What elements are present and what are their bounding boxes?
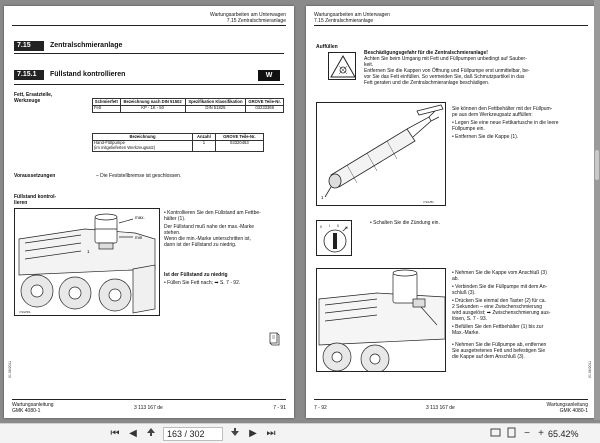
pump-step-line: Füllpumpe ein. — [452, 126, 485, 132]
tool-table-header: GROVE Teile-Nr. — [215, 134, 263, 141]
fill-step-line: Sie ausgetretenes Fett und befestigen Sie — [452, 348, 546, 354]
fit-page-icon[interactable] — [504, 427, 518, 441]
footer-rule — [314, 399, 588, 400]
subsection-title: Füllstand kontrollieren — [50, 71, 126, 78]
footer-line1: Wartungsanleitung — [12, 402, 54, 408]
key-position: I — [329, 224, 330, 228]
pump-step-line: pe aus dem Werkzeugsatz auffüllen: — [452, 112, 533, 118]
prereq-label: Voraussetzungen — [14, 173, 56, 179]
side-label-tools-2: Werkzeuge — [14, 98, 41, 104]
footer-doc-number: 3 113 167 de — [134, 405, 163, 411]
vertical-code: 01.06/2011 — [8, 360, 12, 378]
check-label: Füllstand kontrol- — [14, 194, 57, 200]
fill-step-line: Max.-Marke. — [452, 330, 480, 336]
key-position: III — [345, 226, 348, 230]
page-header-line2: 7.15 Zentralschmieranlage — [226, 18, 286, 24]
header-rule — [12, 25, 286, 26]
grease-table-header: GROVE Teile-Nr. — [246, 99, 284, 106]
low-level-step[interactable]: • Füllen Sie Fett nach; ➡ S. 7 - 92. — [164, 280, 241, 286]
footer-line1: Wartungsanleitung — [546, 402, 588, 408]
step-line: Wenn die min.-Marke unterschritten ist, — [164, 236, 251, 242]
section-title: Zentralschmieranlage — [50, 42, 123, 49]
warning-grease-icon — [328, 52, 356, 80]
tool-table-header: Bezeichnung — [93, 134, 193, 141]
last-page-button[interactable]: ⏭ — [266, 428, 276, 439]
arrow-down-icon[interactable] — [228, 427, 242, 441]
warning-line: vor Sie das Fett einfüllen. So vermeiden Sie, daß Schmutzpartikel in das — [364, 74, 525, 80]
pump-callout: 1 — [321, 195, 324, 200]
prev-page-button[interactable]: ◀ — [129, 428, 137, 439]
vertical-scrollbar[interactable] — [594, 0, 600, 420]
tool-table-cell: 03320463 — [215, 140, 263, 152]
header-rule — [314, 25, 588, 26]
footer-page-number: 7 - 92 — [314, 405, 327, 411]
low-level-title: Ist der Füllstand zu niedrig — [164, 272, 228, 278]
fill-step-line: • Nehmen Sie die Kappe vom Anschluß (3) — [452, 270, 547, 276]
pump-illustration-code: 7/1/1/81 — [423, 200, 434, 204]
crane-drawing — [15, 209, 160, 316]
warning-line: keit. — [364, 62, 374, 68]
page-header-line2: 7.15 Zentralschmieranlage — [314, 18, 374, 24]
min-mark-label: min — [135, 235, 143, 240]
zoom-out-button[interactable]: − — [524, 428, 530, 439]
book-icon — [268, 332, 280, 346]
zoom-in-button[interactable]: + — [538, 428, 544, 439]
vertical-code: 01.06/2011 — [588, 360, 592, 378]
fill-step-line: ab. — [452, 276, 459, 282]
page-7-92 — [306, 6, 596, 418]
fill-step-line[interactable]: wird ausgelöst; ➡ Zwischenschmierung aus- — [452, 310, 551, 316]
footer-line2: GMK 4080-1 — [559, 408, 588, 414]
fit-width-icon[interactable] — [488, 427, 502, 441]
step-line: Der Füllstand muß nahe der max.-Marke — [164, 224, 255, 230]
warning-line: Fett geraten und die Zentralschmieranlage beschädigen. — [364, 80, 490, 86]
key-position: 0 — [320, 225, 322, 229]
container-callout: 1 — [87, 249, 90, 254]
page-header-line1: Wartungsarbeiten am Unterwagen — [210, 12, 286, 18]
viewer-toolbar — [0, 423, 600, 443]
grease-table-cell: Fett — [93, 105, 121, 112]
grease-pump-drawing — [317, 103, 446, 206]
warning-line: Entfernen Sie die Kappen von Öffnung und Füllpumpe erst unmittelbar, be- — [364, 68, 530, 74]
grease-table-cell: DIN 51825 — [185, 105, 246, 112]
warning-line: Achten Sie beim Umgang mit Fett und Füllpumpen unbedingt auf Sauber- — [364, 56, 527, 62]
side-label-tools: Fett, Ersatzteile, — [14, 92, 53, 98]
grease-table-cell: KP - 1K - 50 — [120, 105, 185, 112]
step-line: dann ist der Füllstand zu niedrig. — [164, 242, 237, 248]
grease-pump-illustration — [316, 102, 446, 206]
next-page-button[interactable]: ▶ — [249, 428, 257, 439]
pump-step-line: • Legen Sie eine neue Fettkartusche in die leere — [452, 120, 559, 126]
key-position: II — [337, 224, 339, 228]
fill-step-line: schluß (3). — [452, 290, 476, 296]
warning-title: Beschädigungsgefahr für die Zentralschmieranlage! — [364, 50, 488, 56]
grease-table — [92, 98, 284, 113]
fill-step-line[interactable]: lösen, S. 7 - 93. — [452, 316, 488, 322]
ignition-step: • Schalten Sie die Zündung ein. — [370, 220, 440, 226]
maintenance-interval-badge: W — [258, 70, 280, 81]
tool-name: Hand-Füllpumpe — [94, 140, 125, 146]
footer-rule — [12, 399, 286, 400]
grease-fitting-drawing — [317, 269, 446, 372]
footer-doc-number: 3 113 167 de — [426, 405, 455, 411]
check-label-2: lieren — [14, 200, 28, 206]
page-number-input[interactable]: 163 / 302 — [163, 427, 223, 441]
tool-table-cell — [93, 140, 193, 152]
fill-step-line: • Befüllen Sie den Fettbehälter (1) bis zur — [452, 324, 544, 330]
footer-page-number: 7 - 91 — [273, 405, 286, 411]
step-line: hälter (1). — [164, 216, 186, 222]
grease-table-header: Bezeichnung nach DIN 51502 — [120, 99, 185, 106]
fill-step-line: die Kappe auf dem Anschluß (3). — [452, 354, 525, 360]
fill-step-line: • Drücken Sie einmal den Taster (2) für ca. — [452, 298, 546, 304]
prereq-text: – Die Feststellbremse ist geschlossen. — [96, 173, 182, 179]
crane-undercarriage-illustration — [14, 208, 160, 316]
zoom-level[interactable]: 65.42% — [548, 429, 579, 439]
fill-title: Auffüllen — [316, 44, 338, 50]
illustration-code: 7/1/2/3/1 — [19, 310, 31, 314]
tool-note: (im mitgelieferten Werkzeugsatz) — [94, 145, 156, 151]
scrollbar-thumb[interactable] — [595, 150, 599, 180]
tool-table-header: Anzahl — [193, 134, 216, 141]
subsection-number: 7.15.1 — [14, 70, 44, 80]
page-7-91 — [4, 6, 294, 418]
tool-table-cell: 1 — [193, 140, 216, 152]
fill-step-line: • Verbinden Sie die Füllpumpe mit dem An- — [452, 284, 548, 290]
section-number: 7.15 — [14, 41, 44, 51]
pump-step-line: Sie können den Fettbehälter mit der Füllpum- — [452, 106, 553, 112]
fill-step-line: • Nehmen Sie die Füllpumpe ab, entfernen — [452, 342, 547, 348]
grease-fitting-illustration — [316, 268, 446, 372]
subsection-rule — [14, 84, 284, 85]
ignition-switch-illustration — [316, 220, 352, 256]
step-line: • Kontrollieren Sie den Füllstand am Fettbe- — [164, 210, 261, 216]
arrow-up-icon[interactable] — [144, 427, 158, 441]
tool-table — [92, 133, 264, 152]
grease-table-header: Spezifikation Klassifikation — [185, 99, 246, 106]
fill-step-line: 2 Sekunden – eine Zwischenschmierung — [452, 304, 543, 310]
footer-line2: GMK 4080-1 — [12, 408, 41, 414]
max-mark-label: max. — [135, 215, 145, 220]
grease-table-header: Schmierfett — [93, 99, 121, 106]
section-rule — [14, 53, 284, 54]
grease-table-cell: 03233369 — [246, 105, 284, 112]
page-header-line1: Wartungsarbeiten am Unterwagen — [314, 12, 390, 18]
pump-step-line: • Entfernen Sie die Kappe (1). — [452, 134, 519, 140]
first-page-button[interactable]: ⏮ — [110, 428, 120, 439]
step-line: stehen. — [164, 230, 181, 236]
